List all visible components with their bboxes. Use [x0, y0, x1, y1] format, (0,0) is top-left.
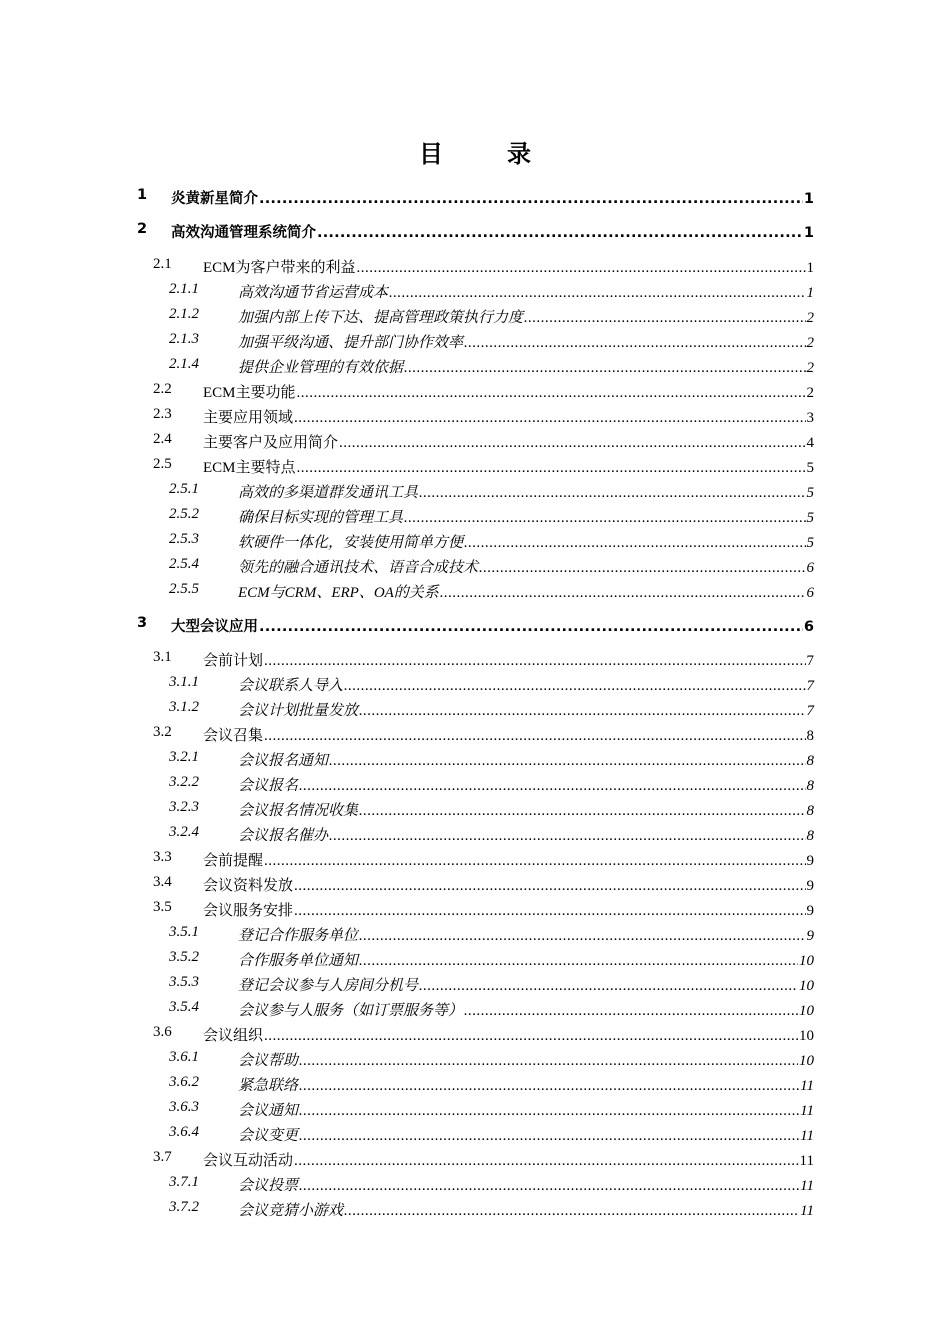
toc-entry-number: 2.5.4 [169, 556, 199, 572]
dot-leader [419, 978, 798, 995]
toc-entry-label: 会议报名情况收集 [238, 803, 359, 819]
toc-entry-number: 3.7 [153, 1149, 172, 1165]
toc-entry-number: 2.3 [153, 406, 172, 422]
toc-entry[interactable] [0, 1024, 950, 1048]
toc-entry-label: 主要客户及应用简介 [203, 435, 339, 451]
toc-entry-page-number: 6 [806, 585, 814, 601]
toc-entry[interactable] [0, 949, 950, 973]
toc-entry-page-number: 1 [806, 285, 814, 301]
toc-entry-number: 3.6 [153, 1024, 172, 1040]
toc-entry[interactable] [0, 1199, 950, 1223]
toc-entry-label: 会议召集 [203, 728, 264, 744]
toc-entry-label: 紧急联络 [238, 1078, 299, 1094]
dot-leader [359, 703, 805, 720]
toc-entry-label: 会议报名催办 [238, 828, 329, 844]
toc-entry[interactable] [0, 999, 950, 1023]
toc-entry-label: 软硬件一体化，安装使用简单方便 [238, 535, 464, 551]
toc-entry-number: 2 [137, 221, 148, 237]
toc-entry[interactable] [0, 899, 950, 923]
toc-entry[interactable] [0, 221, 950, 245]
toc-entry-label: 提供企业管理的有效依据 [238, 360, 404, 376]
toc-entry-page-number: 9 [806, 853, 814, 869]
toc-entry-number: 2.1.3 [169, 331, 199, 347]
toc-entry-page-number: 10 [799, 1053, 814, 1069]
toc-entry[interactable] [0, 556, 950, 580]
toc-entry-number: 3.2.1 [169, 749, 199, 765]
dot-leader [357, 260, 806, 277]
toc-entry-label: 登记合作服务单位 [238, 928, 359, 944]
toc-entry-page-number: 7 [806, 678, 814, 694]
dot-leader [464, 1003, 798, 1020]
toc-entry-number: 3.5 [153, 899, 172, 915]
dot-leader [264, 653, 805, 670]
toc-entry-number: 2.1.1 [169, 281, 199, 297]
toc-entry-page-number: 8 [806, 728, 814, 744]
toc-entry-label: 高效沟通管理系统简介 [171, 225, 316, 241]
dot-leader [299, 1078, 799, 1095]
dot-leader [339, 435, 805, 452]
toc-entry-page-number: 9 [806, 928, 814, 944]
toc-entry-page-number: 3 [806, 410, 814, 426]
toc-entry[interactable] [0, 431, 950, 455]
toc-entry-number: 2.5 [153, 456, 172, 472]
dot-leader [329, 828, 805, 845]
dot-leader [294, 1153, 799, 1170]
toc-entry-number: 3.7.1 [169, 1174, 199, 1190]
dot-leader [299, 1053, 798, 1070]
toc-entry-number: 3.6.2 [169, 1074, 199, 1090]
toc-entry-page-number: 5 [806, 460, 814, 476]
toc-entry-page-number: 5 [806, 535, 814, 551]
dot-leader [259, 619, 803, 635]
toc-entry-label: 会议组织 [203, 1028, 264, 1044]
toc-entry-page-number: 8 [806, 778, 814, 794]
toc-entry-page-number: 5 [806, 510, 814, 526]
toc-entry-page-number: 1 [803, 191, 814, 207]
toc-entry[interactable] [0, 874, 950, 898]
toc-entry-page-number: 6 [806, 560, 814, 576]
toc-entry-number: 3.7.2 [169, 1199, 199, 1215]
toc-entry[interactable] [0, 1174, 950, 1198]
toc-entry[interactable] [0, 281, 950, 305]
toc-entry-label: 加强内部上传下达、提高管理政策执行力度 [238, 310, 524, 326]
toc-entry-label: ECM主要特点 [203, 460, 296, 476]
toc-entry-label: 高效的多渠道群发通讯工具 [238, 485, 419, 501]
toc-entry-label: 会议服务安排 [203, 903, 294, 919]
toc-entry[interactable] [0, 749, 950, 773]
toc-entry-page-number: 2 [806, 310, 814, 326]
toc-entry-page-number: 8 [806, 828, 814, 844]
dot-leader [419, 485, 805, 502]
dot-leader [264, 1028, 798, 1045]
toc-entry-number: 2.1.4 [169, 356, 199, 372]
toc-entry-page-number: 7 [806, 703, 814, 719]
toc-entry-label: 会议通知 [238, 1103, 299, 1119]
dot-leader [479, 560, 805, 577]
dot-leader [359, 803, 805, 820]
toc-entry[interactable] [0, 699, 950, 723]
dot-leader [344, 1203, 799, 1220]
toc-entry-label: 会议竞猜小游戏 [238, 1203, 344, 1219]
toc-entry-number: 1 [137, 187, 148, 203]
toc-entry[interactable] [0, 581, 950, 605]
toc-entry-page-number: 11 [800, 1203, 814, 1219]
toc-entry-label: 会前提醒 [203, 853, 264, 869]
toc-entry-label: 会议资料发放 [203, 878, 294, 894]
toc-entry-label: 炎黄新星简介 [171, 191, 258, 207]
toc-entry-label: 登记会议参与人房间分机号 [238, 978, 419, 994]
dot-leader [294, 410, 805, 427]
toc-entry[interactable] [0, 406, 950, 430]
toc-entry-number: 3.2.4 [169, 824, 199, 840]
toc-entry-page-number: 10 [799, 1028, 814, 1044]
toc-entry-label: 会前计划 [203, 653, 264, 669]
dot-leader [299, 1128, 799, 1145]
toc-entry-label: 确保目标实现的管理工具 [238, 510, 404, 526]
dot-leader [464, 535, 805, 552]
toc-entry-page-number: 11 [800, 1103, 814, 1119]
toc-entry-label: 会议报名通知 [238, 753, 329, 769]
dot-leader [294, 878, 805, 895]
toc-entry-label: 领先的融合通讯技术、语音合成技术 [238, 560, 479, 576]
toc-entry-page-number: 11 [800, 1128, 814, 1144]
toc-entry-number: 3.5.1 [169, 924, 199, 940]
toc-entry[interactable] [0, 187, 950, 211]
dot-leader [524, 310, 805, 327]
toc-entry-page-number: 1 [806, 260, 814, 276]
toc-entry-number: 2.5.3 [169, 531, 199, 547]
dot-leader [404, 360, 805, 377]
toc-entry[interactable] [0, 531, 950, 555]
toc-title: 目 录 [419, 139, 551, 168]
toc-entry-number: 3.6.1 [169, 1049, 199, 1065]
toc-entry-number: 3.2 [153, 724, 172, 740]
toc-entry-label: 会议联系人导入 [238, 678, 344, 694]
toc-entry-page-number: 11 [799, 1153, 814, 1169]
toc-entry-label: 高效沟通节省运营成本 [238, 285, 389, 301]
toc-entry-number: 2.5.1 [169, 481, 199, 497]
toc-entry[interactable] [0, 649, 950, 673]
toc-entry-page-number: 11 [800, 1078, 814, 1094]
toc-entry[interactable] [0, 256, 950, 280]
toc-entry-label: 加强平级沟通、提升部门协作效率 [238, 335, 464, 351]
toc-entry[interactable] [0, 615, 950, 639]
toc-entry-page-number: 10 [799, 953, 814, 969]
toc-entry[interactable] [0, 331, 950, 355]
toc-entry-number: 3.2.3 [169, 799, 199, 815]
toc-entry-label: 会议互动活动 [203, 1153, 294, 1169]
toc-entry-page-number: 6 [803, 619, 814, 635]
dot-leader [344, 678, 805, 695]
dot-leader [299, 1178, 799, 1195]
dot-leader [299, 1103, 799, 1120]
dot-leader [464, 335, 805, 352]
toc-entry[interactable] [0, 481, 950, 505]
toc-entry-number: 3.1.1 [169, 674, 199, 690]
toc-entry-number: 2.2 [153, 381, 172, 397]
toc-entry[interactable] [0, 381, 950, 405]
toc-entry-number: 3.4 [153, 874, 172, 890]
toc-entry[interactable] [0, 306, 950, 330]
toc-entry-label: 会议变更 [238, 1128, 299, 1144]
toc-entry-page-number: 5 [806, 485, 814, 501]
toc-entry-label: 主要应用领域 [203, 410, 294, 426]
toc-entry-label: 会议投票 [238, 1178, 299, 1194]
toc-entry-number: 3.2.2 [169, 774, 199, 790]
toc-entry-number: 3.6.3 [169, 1099, 199, 1115]
toc-entry-label: 会议计划批量发放 [238, 703, 359, 719]
toc-entry[interactable] [0, 1124, 950, 1148]
toc-entry-label: ECM与CRM、ERP、OA的关系 [238, 585, 439, 601]
toc-entry-page-number: 7 [806, 653, 814, 669]
dot-leader [297, 385, 806, 402]
dot-leader [294, 903, 805, 920]
toc-entry-label: ECM为客户带来的利益 [203, 260, 356, 276]
dot-leader [329, 753, 805, 770]
toc-entry[interactable] [0, 849, 950, 873]
toc-entry-number: 3.3 [153, 849, 172, 865]
toc-entry-page-number: 8 [806, 803, 814, 819]
toc-entry[interactable] [0, 506, 950, 530]
toc-entry[interactable] [0, 724, 950, 748]
toc-entry-page-number: 2 [806, 385, 814, 401]
toc-entry-number: 3.1.2 [169, 699, 199, 715]
toc-entry-number: 3 [137, 615, 148, 631]
toc-entry[interactable] [0, 974, 950, 998]
dot-leader [317, 225, 803, 241]
toc-entry[interactable] [0, 824, 950, 848]
toc-entry-page-number: 2 [806, 360, 814, 376]
dot-leader [440, 585, 806, 602]
toc-entry-label: 会议报名 [238, 778, 299, 794]
toc-entry[interactable] [0, 1049, 950, 1073]
toc-entry[interactable] [0, 1074, 950, 1098]
toc-entry[interactable] [0, 1149, 950, 1173]
toc-entry[interactable] [0, 674, 950, 698]
toc-entry-number: 2.5.2 [169, 506, 199, 522]
dot-leader [359, 928, 805, 945]
toc-entry-number: 3.5.3 [169, 974, 199, 990]
toc-entry-number: 3.5.2 [169, 949, 199, 965]
toc-entry-number: 3.1 [153, 649, 172, 665]
dot-leader [299, 778, 805, 795]
toc-entry-label: 大型会议应用 [171, 619, 258, 635]
toc-entry[interactable] [0, 799, 950, 823]
toc-entry-label: 会议帮助 [238, 1053, 299, 1069]
toc-entry-number: 3.5.4 [169, 999, 199, 1015]
dot-leader [264, 728, 805, 745]
toc-entry-page-number: 2 [806, 335, 814, 351]
dot-leader [359, 953, 798, 970]
toc-entry[interactable] [0, 774, 950, 798]
toc-entry-number: 2.1.2 [169, 306, 199, 322]
toc-entry[interactable] [0, 924, 950, 948]
toc-entry-page-number: 8 [806, 753, 814, 769]
dot-leader [297, 460, 806, 477]
toc-entry-page-number: 9 [806, 903, 814, 919]
dot-leader [264, 853, 805, 870]
toc-entry-number: 2.4 [153, 431, 172, 447]
toc-entry-page-number: 10 [799, 1003, 814, 1019]
toc-entry-label: 合作服务单位通知 [238, 953, 359, 969]
toc-entry-number: 2.5.5 [169, 581, 199, 597]
toc-entry-page-number: 11 [800, 1178, 814, 1194]
toc-entry-label: ECM主要功能 [203, 385, 296, 401]
toc-entry-label: 会议参与人服务（如订票服务等） [238, 1003, 464, 1019]
dot-leader [259, 191, 803, 207]
toc-entry[interactable] [0, 356, 950, 380]
toc-entry-number: 3.6.4 [169, 1124, 199, 1140]
toc-entry-page-number: 10 [799, 978, 814, 994]
dot-leader [404, 510, 805, 527]
toc-entry-number: 2.1 [153, 256, 172, 272]
toc-entry[interactable] [0, 456, 950, 480]
toc-entry-page-number: 9 [806, 878, 814, 894]
toc-entry-page-number: 4 [806, 435, 814, 451]
toc-entry[interactable] [0, 1099, 950, 1123]
dot-leader [389, 285, 805, 302]
toc-entry-page-number: 1 [803, 225, 814, 241]
